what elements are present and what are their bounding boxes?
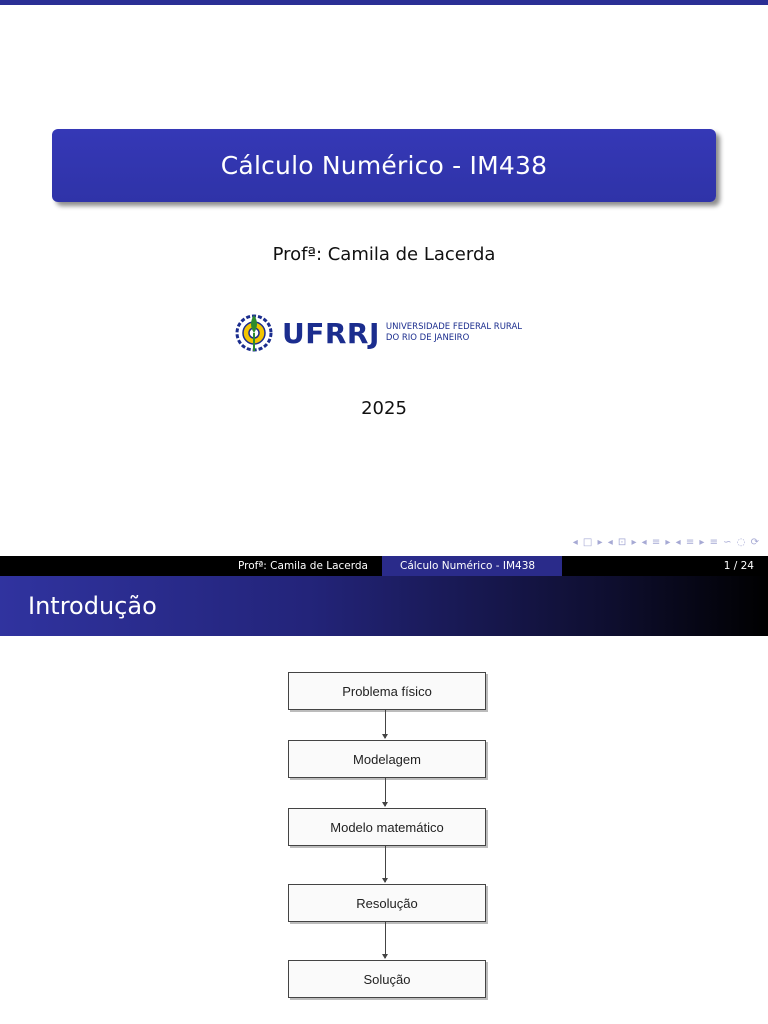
- logo-institution-name: [386, 322, 522, 344]
- footer-page-number: 1 / 24: [562, 556, 768, 576]
- flowchart-step-1: Problema físico: [288, 672, 486, 710]
- presentation-year: 2025: [361, 398, 407, 419]
- flowchart-arrow-4: [385, 922, 386, 958]
- flowchart-arrow-3: [385, 846, 386, 882]
- flowchart-arrow-1: [385, 710, 386, 738]
- presentation-title: Cálculo Numérico - IM438: [220, 151, 548, 180]
- flowchart-step-5: Solução: [288, 960, 486, 998]
- logo-name-line1: UNIVERSIDADE FEDERAL RURAL: [385, 322, 523, 332]
- flowchart: [280, 672, 500, 1022]
- slide-footer: [0, 556, 768, 576]
- logo-name-line2: DO RIO DE JANEIRO: [385, 333, 470, 343]
- title-block: [52, 129, 716, 202]
- logo-acronym: UFRRJ: [282, 316, 380, 350]
- ufrrj-logo: [232, 308, 552, 358]
- footer-author: Profª: Camila de Lacerda: [0, 556, 382, 576]
- ufrrj-emblem-icon: [232, 311, 276, 355]
- top-color-strip: [0, 0, 768, 5]
- beamer-navigation-icons[interactable]: ◂ □ ▸ ◂ ⊡ ▸ ◂ ≡ ▸ ◂ ≡ ▸ ≡ ∽ ◌ ⟳: [572, 537, 760, 548]
- author-name: Profª: Camila de Lacerda: [272, 244, 496, 265]
- flowchart-step-4: Resolução: [288, 884, 486, 922]
- intro-slide: [0, 576, 768, 1024]
- frame-title: Introdução: [0, 576, 768, 636]
- flowchart-arrow-2: [385, 778, 386, 806]
- flowchart-step-3: Modelo matemático: [288, 808, 486, 846]
- footer-title: Cálculo Numérico - IM438: [382, 556, 562, 576]
- flowchart-step-2: Modelagem: [288, 740, 486, 778]
